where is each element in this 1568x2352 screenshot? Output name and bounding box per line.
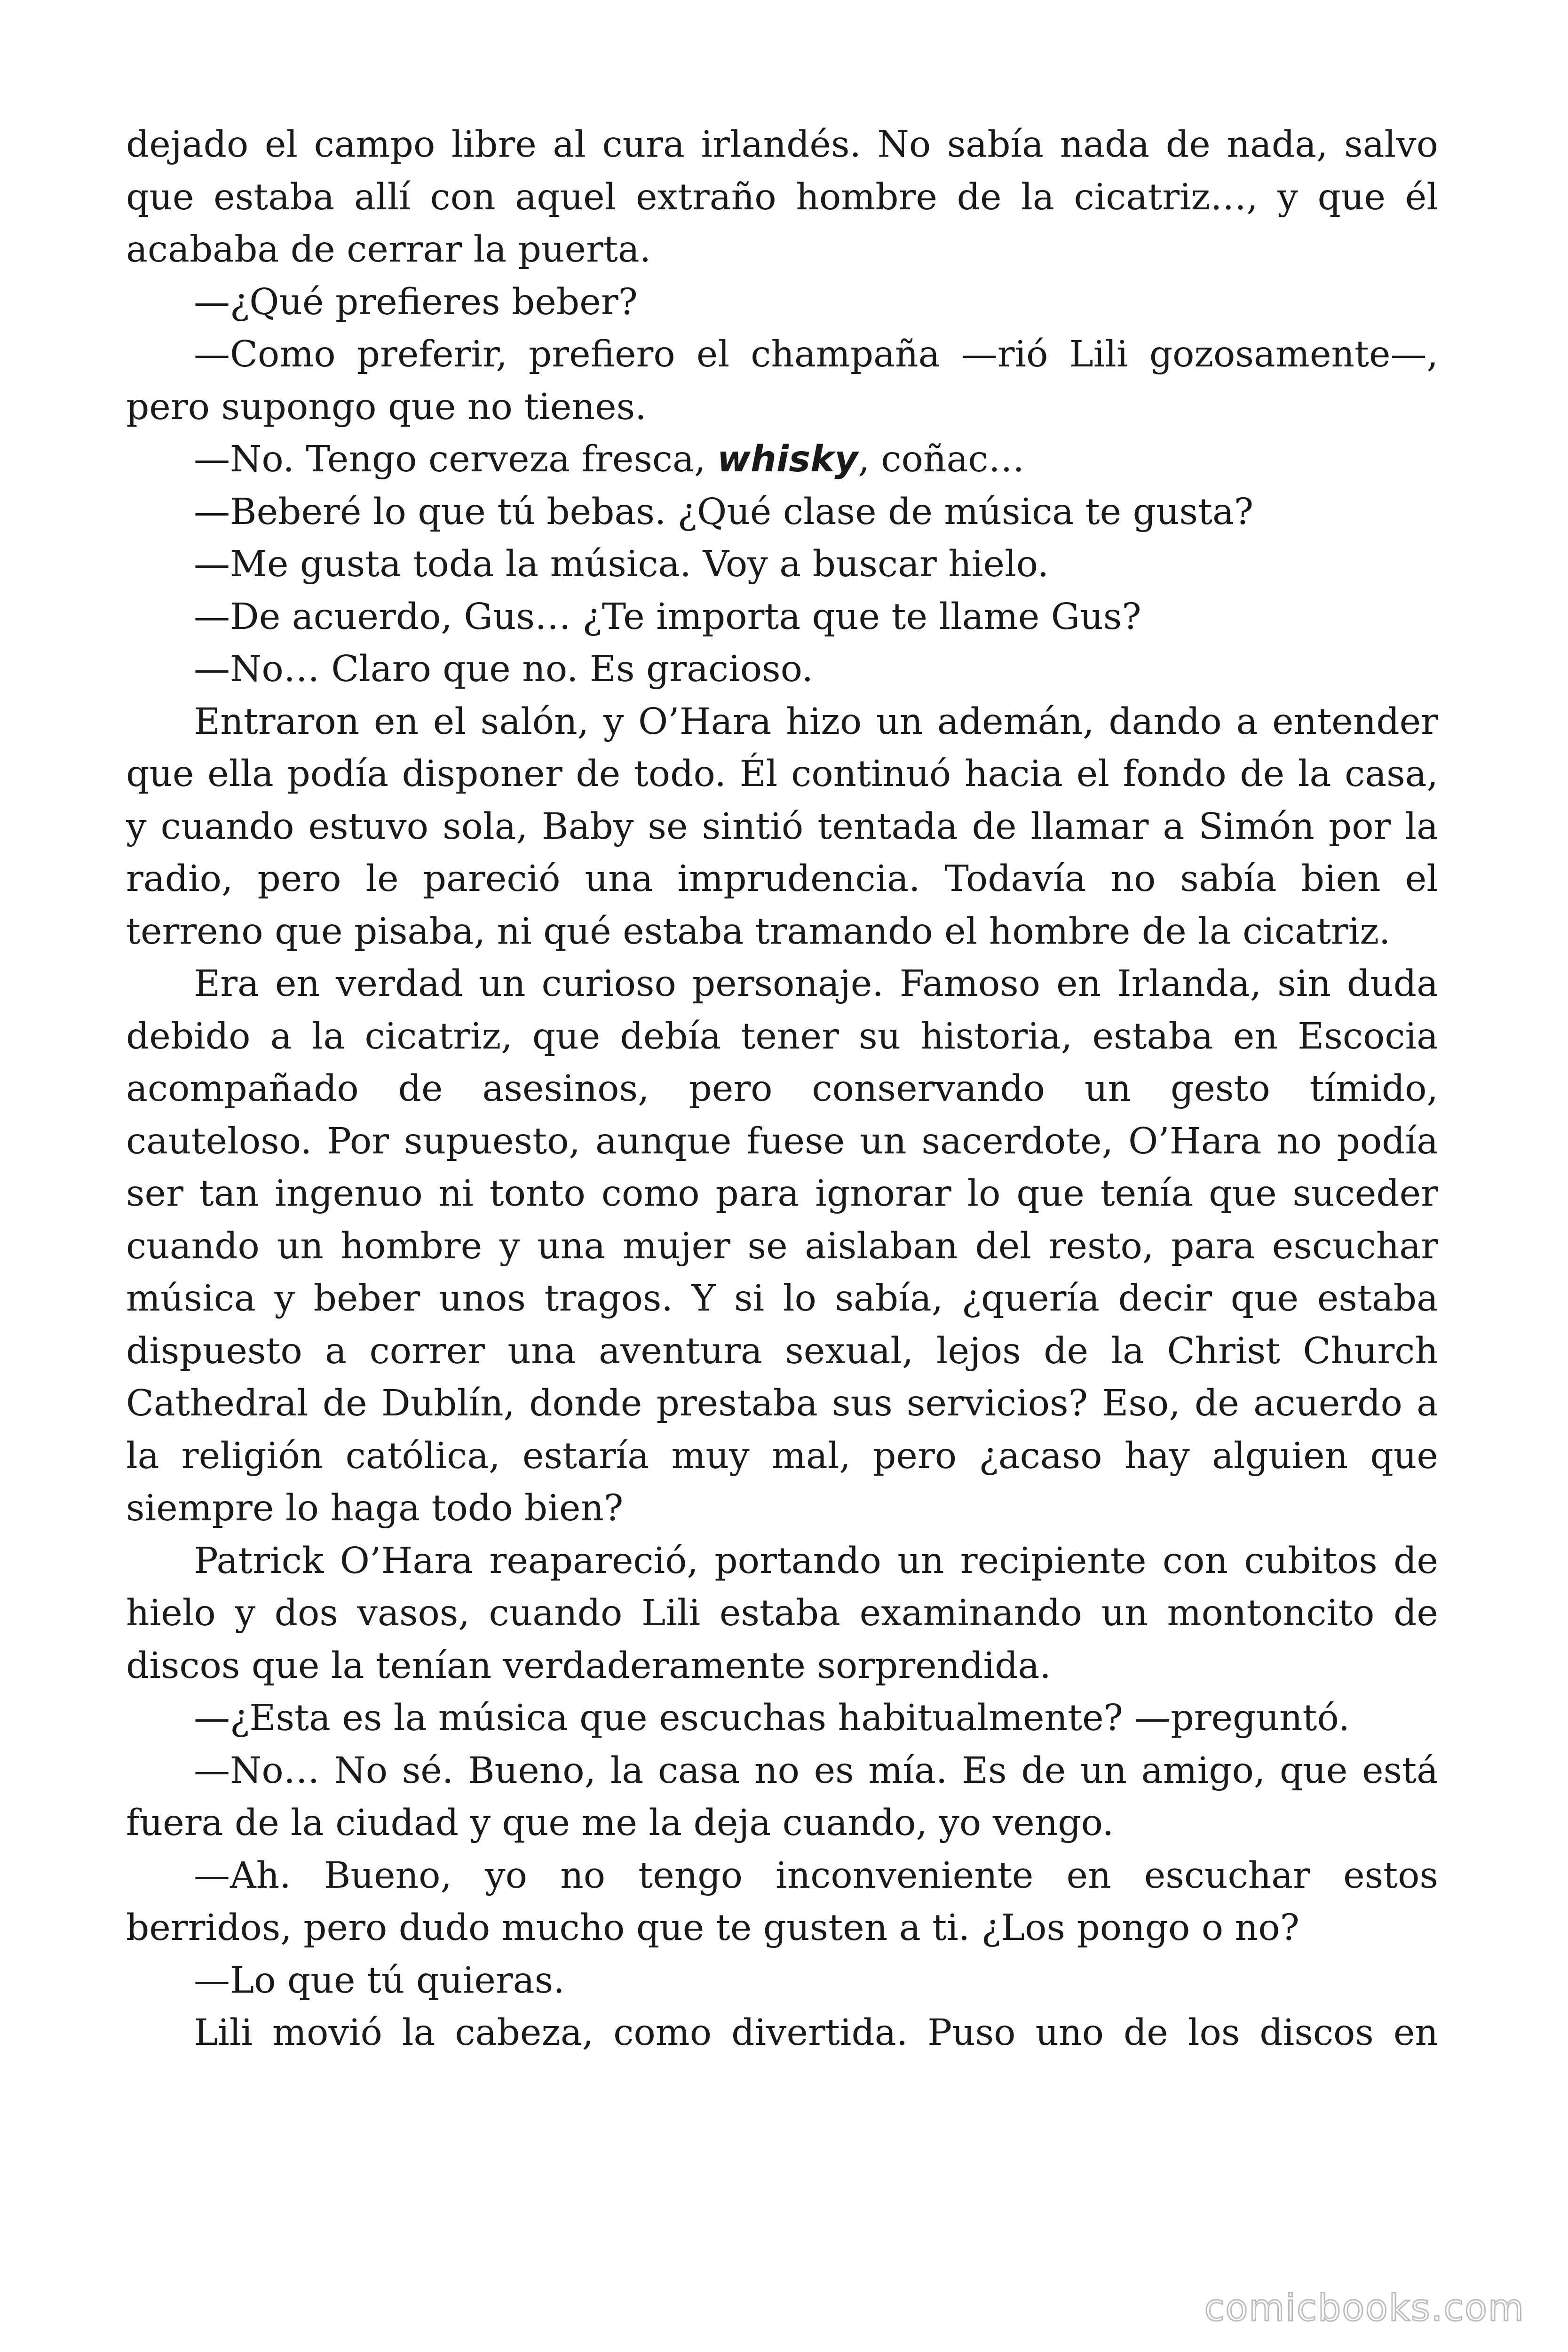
- dialogue-line: —No… Claro que no. Es gracioso.: [194, 648, 814, 690]
- dialogue-line: —Beberé lo que tú bebas. ¿Qué clase de música te gusta?: [194, 491, 1254, 533]
- dialogue-line: —Me gusta toda la música. Voy a buscar hielo.: [194, 543, 1049, 585]
- dialogue-line: —¿Esta es la música que escuchas habitualmente? —preguntó.: [194, 1697, 1350, 1739]
- dialogue-line: [126, 433, 1438, 486]
- dialogue-text: —No. Tengo cerveza fresca,: [194, 438, 717, 480]
- emphasized-word: whisky: [717, 438, 858, 480]
- dialogue-line: —Ah. Bueno, yo no tengo inconveniente en escuchar estos berridos, pero dudo mucho que te gusten a ti. ¿Los pongo o no?: [126, 1854, 1438, 1949]
- dialogue-line: —De acuerdo, Gus… ¿Te importa que te llame Gus?: [194, 596, 1141, 638]
- watermark-logo: comicbooks.com: [1204, 2287, 1525, 2329]
- dialogue-line: —Como preferir, prefiero el champaña —rió Lili gozosamente—, pero supongo que no tienes.: [126, 334, 1438, 428]
- paragraph: dejado el campo libre al cura irlandés. No sabía nada de nada, salvo que estaba allí con aquel extraño hombre de la cicatriz…, y que él acababa de cerrar la puerta.: [126, 124, 1438, 270]
- paragraph-continued: Lili movió la cabeza, como divertida. Puso uno de los discos en: [194, 2012, 1438, 2054]
- dialogue-line: —No… No sé. Bueno, la casa no es mía. Es de un amigo, que está fuera de la ciudad y que me la deja cuando, yo vengo.: [126, 1749, 1438, 1844]
- dialogue-line: —¿Qué prefieres beber?: [194, 281, 638, 323]
- body-text: [126, 119, 1438, 2059]
- paragraph: Patrick O’Hara reapareció, portando un recipiente con cubitos de hielo y dos vasos, cuando Lili estaba examinando un montoncito de discos que la tenían verdaderamente sorprendida.: [126, 1540, 1438, 1687]
- paragraph: Era en verdad un curioso personaje. Famoso en Irlanda, sin duda debido a la cicatriz, que debía tener su historia, estaba en Escocia acompañado de asesinos, pero conservando un gesto tímido, cauteloso. Por supuesto, aunque fuese un sacerdote, O’Hara no podía ser tan ingenuo ni tonto como para ignorar lo que tenía que suceder cuando un hombre y una mujer se aislaban del resto, para escuchar música y beber unos tragos. Y si lo sabía, ¿quería decir que estaba dispuesto a correr una aventura sexual, lejos de la Christ Church Cathedral de Dublín, donde prestaba sus servicios? Eso, de acuerdo a la religión católica, estaría muy mal, pero ¿acaso hay alguien que siempre lo haga todo bien?: [126, 963, 1438, 1529]
- dialogue-line: —Lo que tú quieras.: [194, 1959, 565, 2002]
- dialogue-text: , coñac…: [858, 438, 1025, 480]
- paragraph: Entraron en el salón, y O’Hara hizo un ademán, dando a entender que ella podía disponer de todo. Él continuó hacia el fondo de la casa, y cuando estuvo sola, Baby se sintió tentada de llamar a Simón por la radio, pero le pareció una imprudencia. Todavía no sabía bien el terreno que pisaba, ni qué estaba tramando el hombre de la cicatriz.: [126, 700, 1438, 953]
